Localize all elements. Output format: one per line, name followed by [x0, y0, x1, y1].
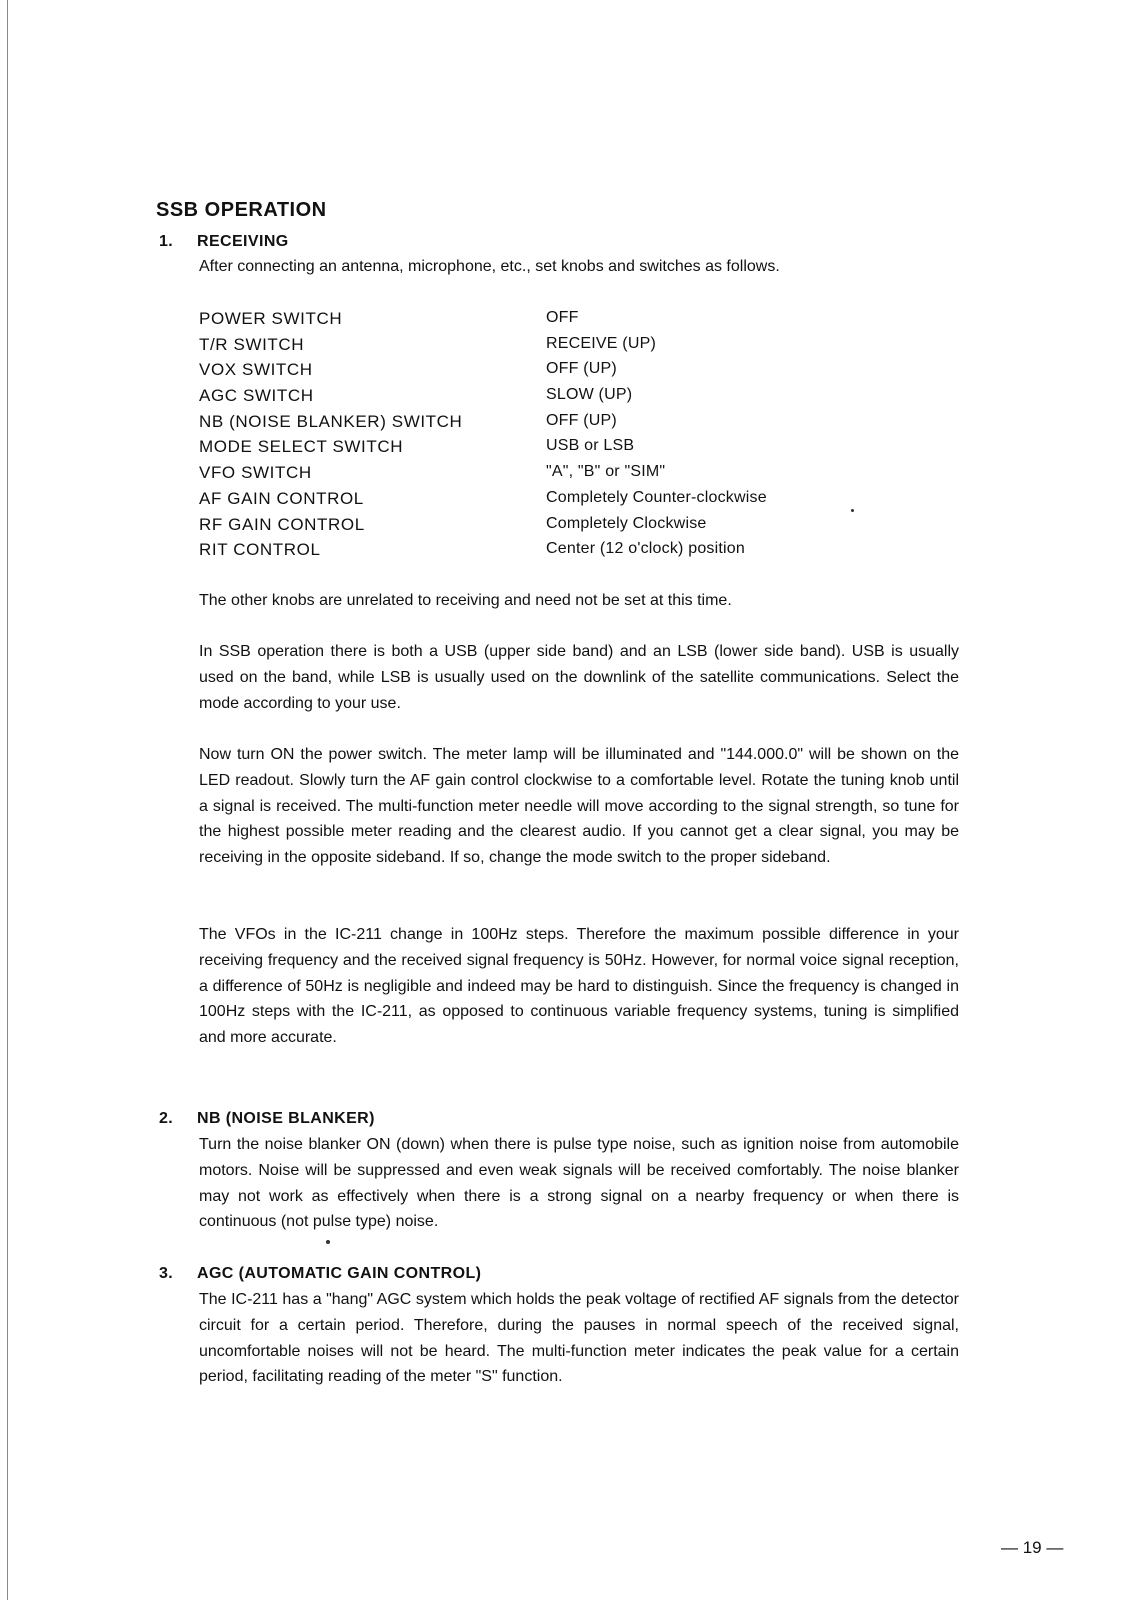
setting-name: AGC SWITCH	[199, 386, 314, 406]
receiving-paragraph: The VFOs in the IC-211 change in 100Hz steps. Therefore the maximum possible difference in your receiving frequency and the received signal frequency is 50Hz. However, for normal voice signal reception, a difference of 50Hz is negligible and indeed may be hard to distinguish. Since the frequency is changed in 100Hz steps with the IC-211, as opposed to continuous variable frequency systems, tuning is simplified and more accurate.	[199, 926, 959, 1047]
receiving-intro: After connecting an antenna, microphone, etc., set knobs and switches as follows.	[199, 258, 780, 275]
settings-row	[199, 360, 919, 386]
settings-row	[199, 489, 919, 515]
receiving-heading	[159, 233, 289, 251]
settings-row	[199, 437, 919, 463]
settings-row	[199, 412, 919, 438]
setting-value: "A", "B" or "SIM"	[546, 463, 666, 481]
setting-value: SLOW (UP)	[546, 386, 633, 404]
noise-blanker-heading-text: NB (NOISE BLANKER)	[197, 1110, 375, 1127]
noise-blanker-heading	[159, 1110, 375, 1128]
setting-name: T/R SWITCH	[199, 334, 305, 354]
noise-blanker-paragraph: Turn the noise blanker ON (down) when there is pulse type noise, such as ignition noise from automobile motors. Noise will be suppressed and even weak signals will be received comfortably. The noise blanker may not work as effectively when there is a strong signal on a nearby frequency or when there is continuous (not pulse type) noise.	[199, 1136, 959, 1231]
settings-table	[199, 309, 919, 566]
agc-paragraph: The IC-211 has a "hang" AGC system which holds the peak voltage of rectified AF signals from the detector circuit for a certain period. Therefore, during the pauses in normal speech of the received signal, uncomfortable noises will not be heard. The multi-function meter indicates the peak value for a certain period, facilitating reading of the meter "S" function.	[199, 1291, 959, 1386]
receiving-paragraph: In SSB operation there is both a USB (upper side band) and an LSB (lower side band). USB is usually used on the band, while LSB is usually used on the downlink of the satellite communications. Select the mode according to your use.	[199, 643, 959, 712]
setting-value: OFF (UP)	[546, 411, 617, 429]
setting-name: AF GAIN CONTROL	[199, 488, 364, 508]
setting-name: NB (NOISE BLANKER) SWITCH	[199, 411, 463, 431]
scan-speck	[851, 509, 854, 512]
setting-value: OFF (UP)	[546, 360, 617, 378]
setting-name: POWER SWITCH	[199, 309, 343, 328]
settings-row	[199, 515, 919, 541]
noise-blanker-number: 2.	[159, 1110, 174, 1127]
setting-name: RF GAIN CONTROL	[199, 514, 365, 534]
setting-value: RECEIVE (UP)	[546, 334, 656, 352]
settings-row	[199, 386, 919, 412]
page-number: — 19 —	[1001, 1538, 1064, 1557]
settings-row	[199, 463, 919, 489]
receiving-paragraph: The other knobs are unrelated to receiving and need not be set at this time.	[199, 592, 732, 609]
setting-name: VFO SWITCH	[199, 463, 312, 483]
setting-value: Center (12 o'clock) position	[546, 540, 745, 558]
setting-value: Completely Clockwise	[546, 514, 707, 532]
setting-value: USB or LSB	[546, 437, 635, 455]
section-title: SSB OPERATION	[156, 199, 327, 221]
agc-heading-text: AGC (AUTOMATIC GAIN CONTROL)	[197, 1265, 482, 1282]
receiving-number: 1.	[159, 233, 174, 250]
setting-value: OFF	[546, 309, 579, 326]
settings-row	[199, 335, 919, 361]
setting-value: Completely Counter-clockwise	[546, 488, 767, 506]
settings-row	[199, 309, 919, 335]
setting-name: RIT CONTROL	[199, 540, 321, 560]
agc-number: 3.	[159, 1265, 174, 1282]
scan-speck	[326, 1240, 330, 1244]
receiving-heading-text: RECEIVING	[197, 233, 289, 250]
settings-row	[199, 540, 919, 566]
setting-name: VOX SWITCH	[199, 360, 313, 380]
agc-heading	[159, 1265, 481, 1283]
receiving-paragraph: Now turn ON the power switch. The meter lamp will be illuminated and "144.000.0" will be shown on the LED readout. Slowly turn the AF gain control clockwise to a comfortable level. Rotate the tuning knob until a signal is received. The multi-function meter needle will move according to the signal strength, so tune for the highest possible meter reading and the clearest audio. If you cannot get a clear signal, you may be receiving in the opposite sideband. If so, change the mode switch to the proper sideband.	[199, 746, 959, 867]
setting-name: MODE SELECT SWITCH	[199, 437, 404, 457]
